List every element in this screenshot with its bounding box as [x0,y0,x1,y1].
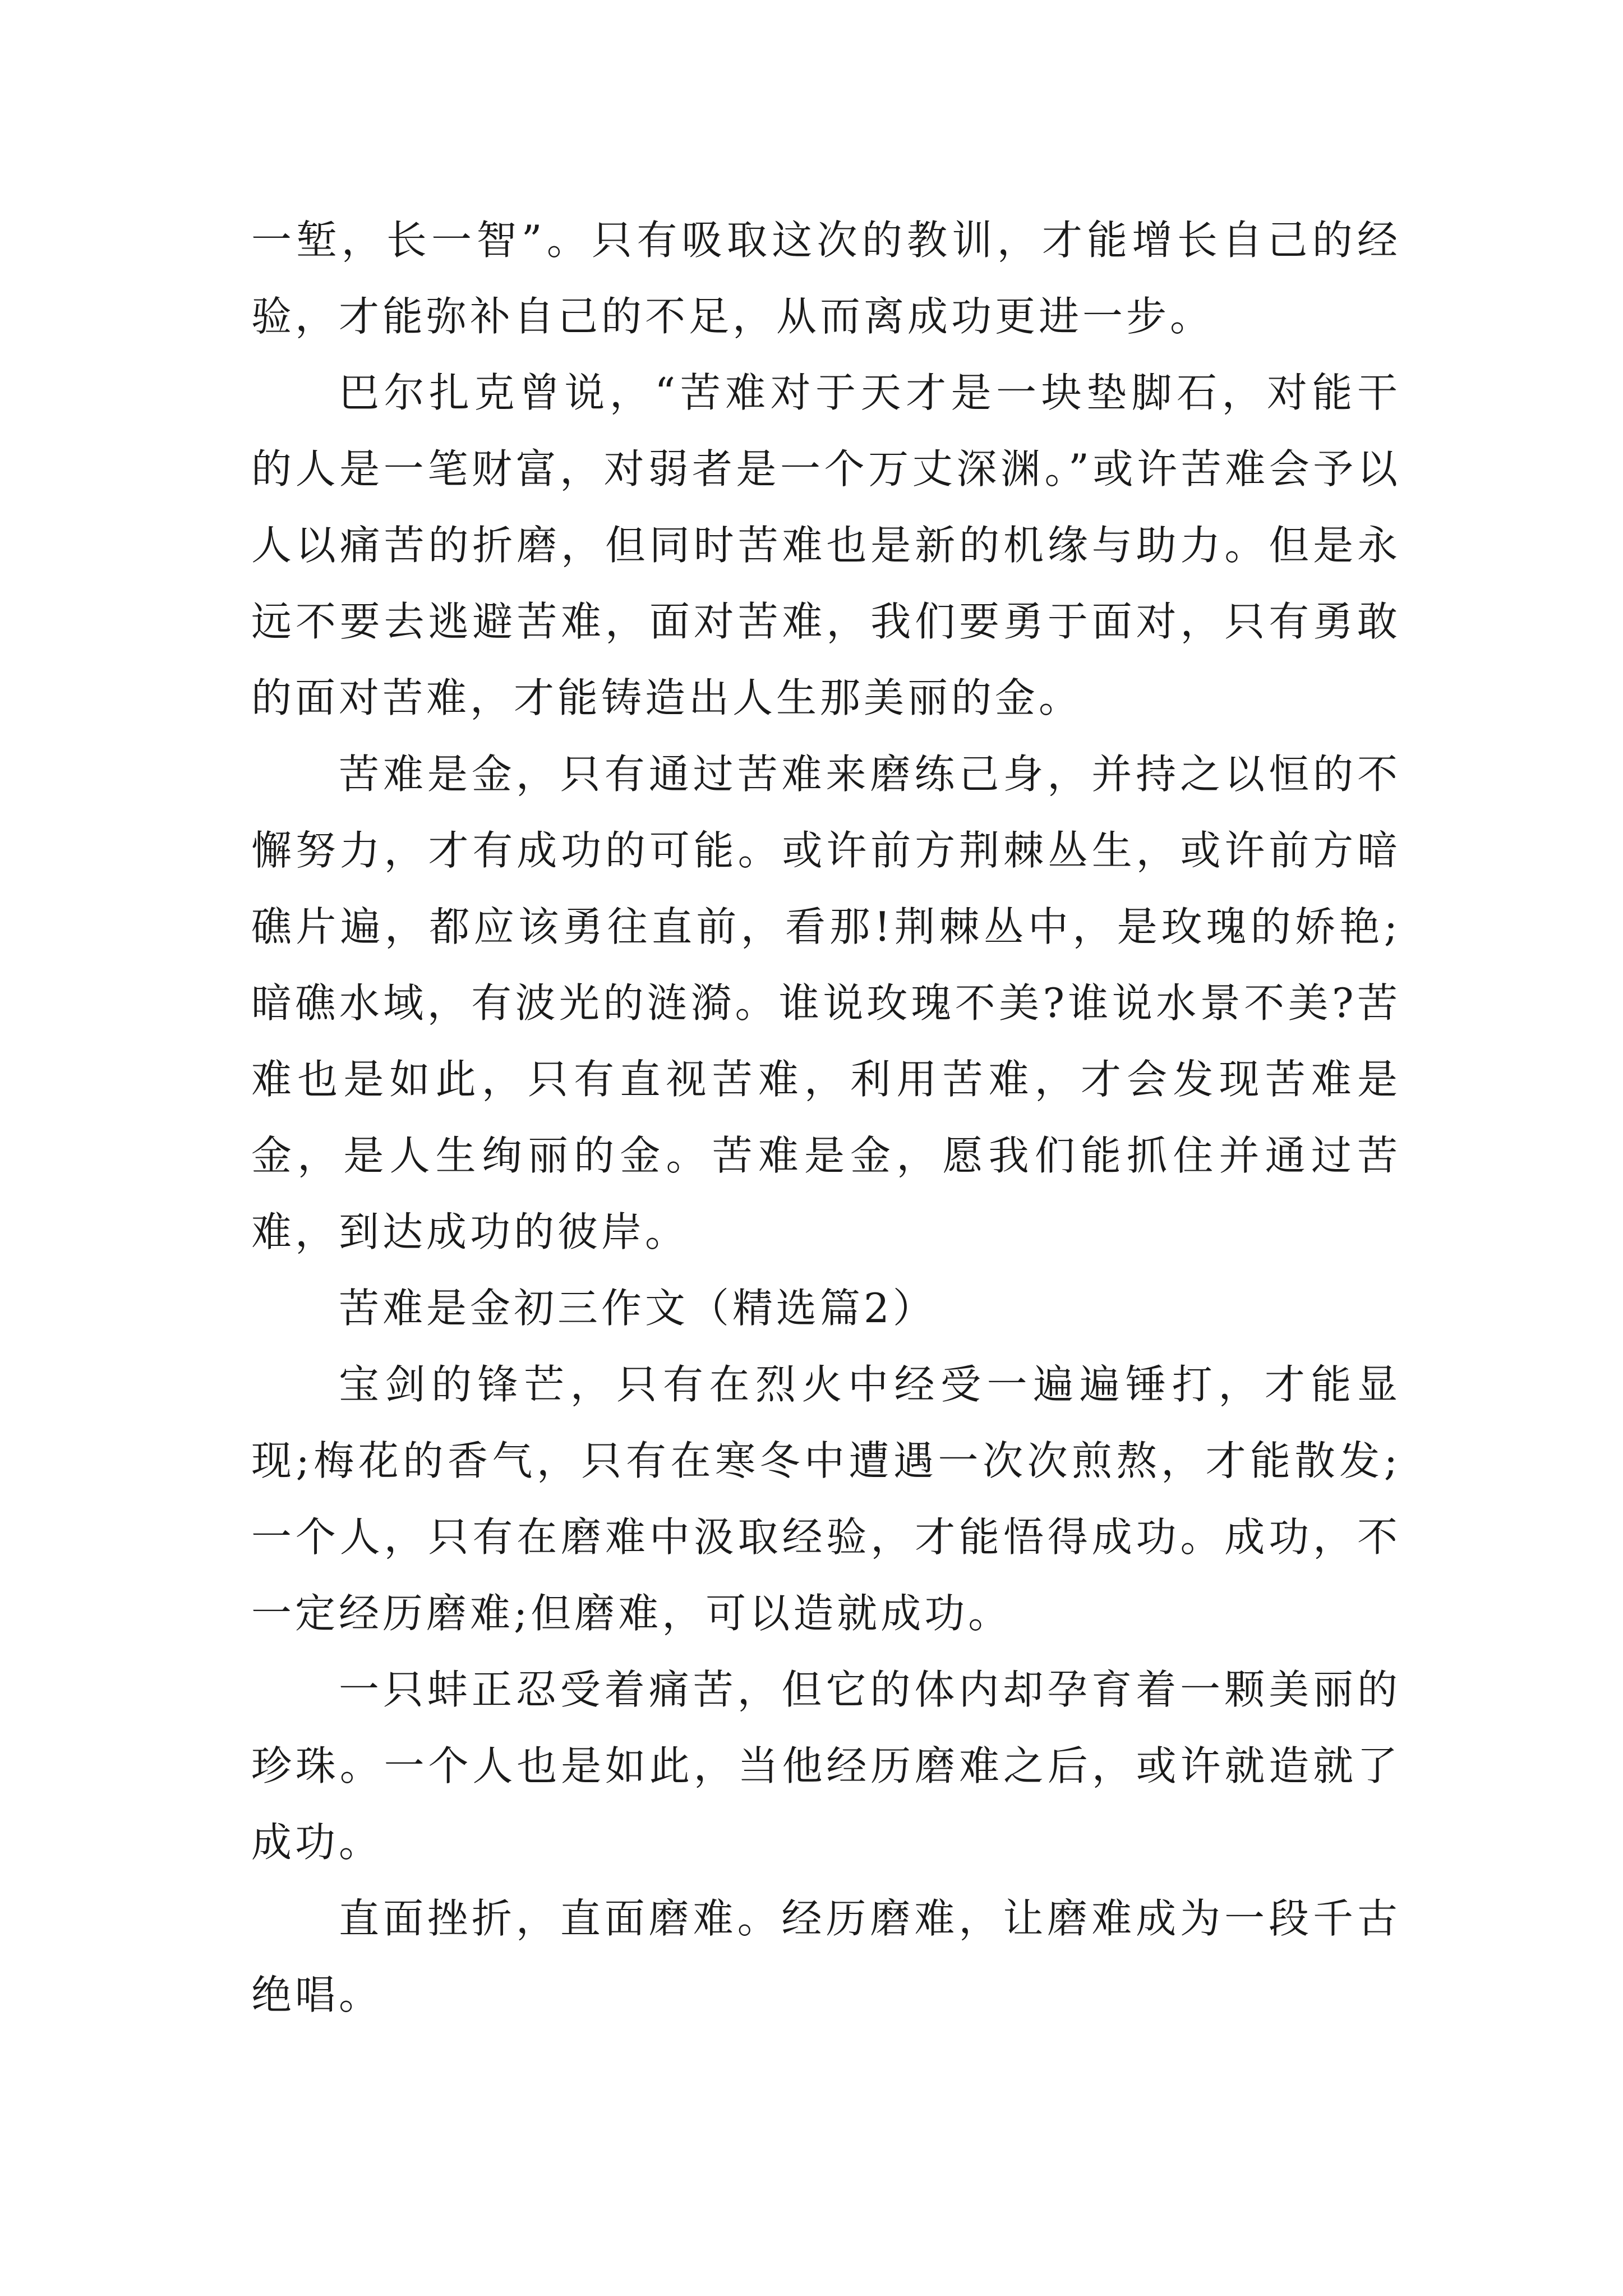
section-heading: 苦难是金初三作文（精选篇2） [339,1285,937,1332]
paragraph-conclusion: 直面挫折，直面磨难。经历磨难，让磨难成为一段千古绝唱。 [251,1895,1401,2018]
body-text [251,202,1401,2033]
paragraph-sword-and-plum: 宝剑的锋芒，只有在烈火中经受一遍遍锤打，才能显现;梅花的香气，只有在寒冬中遭遇一次次煎熬，才能散发;一个人，只有在磨难中汲取经验，才能悟得成功。成功，不一定经历磨难;但磨难，可以造就成功。 [251,1361,1401,1637]
paragraph-balzac-quote: 巴尔扎克曾说，“苦难对于天才是一块垫脚石，对能干的人是一笔财富，对弱者是一个万丈深渊。”或许苦难会予以人以痛苦的折磨，但同时苦难也是新的机缘与助力。但是永远不要去逃避苦难，面对苦难，我们要勇于面对，只有勇敢的面对苦难，才能铸造出人生那美丽的金。 [251,369,1401,721]
paragraph-continuation: 一堑，长一智”。只有吸取这次的教训，才能增长自己的经验，才能弥补自己的不足，从而离成功更进一步。 [251,217,1401,340]
paragraph-pearl: 一只蚌正忍受着痛苦，但它的体内却孕育着一颗美丽的珍珠。一个人也是如此，当他经历磨难之后，或许就造就了成功。 [251,1666,1401,1866]
paragraph-hardship-is-gold: 苦难是金，只有通过苦难来磨练己身，并持之以恒的不懈努力，才有成功的可能。或许前方荆棘丛生，或许前方暗礁片遍，都应该勇往直前，看那!荆棘丛中，是玫瑰的娇艳;暗礁水域，有波光的涟漪。谁说玫瑰不美?谁说水景不美?苦难也是如此，只有直视苦难，利用苦难，才会发现苦难是金，是人生绚丽的金。苦难是金，愿我们能抓住并通过苦难，到达成功的彼岸。 [251,751,1401,1255]
